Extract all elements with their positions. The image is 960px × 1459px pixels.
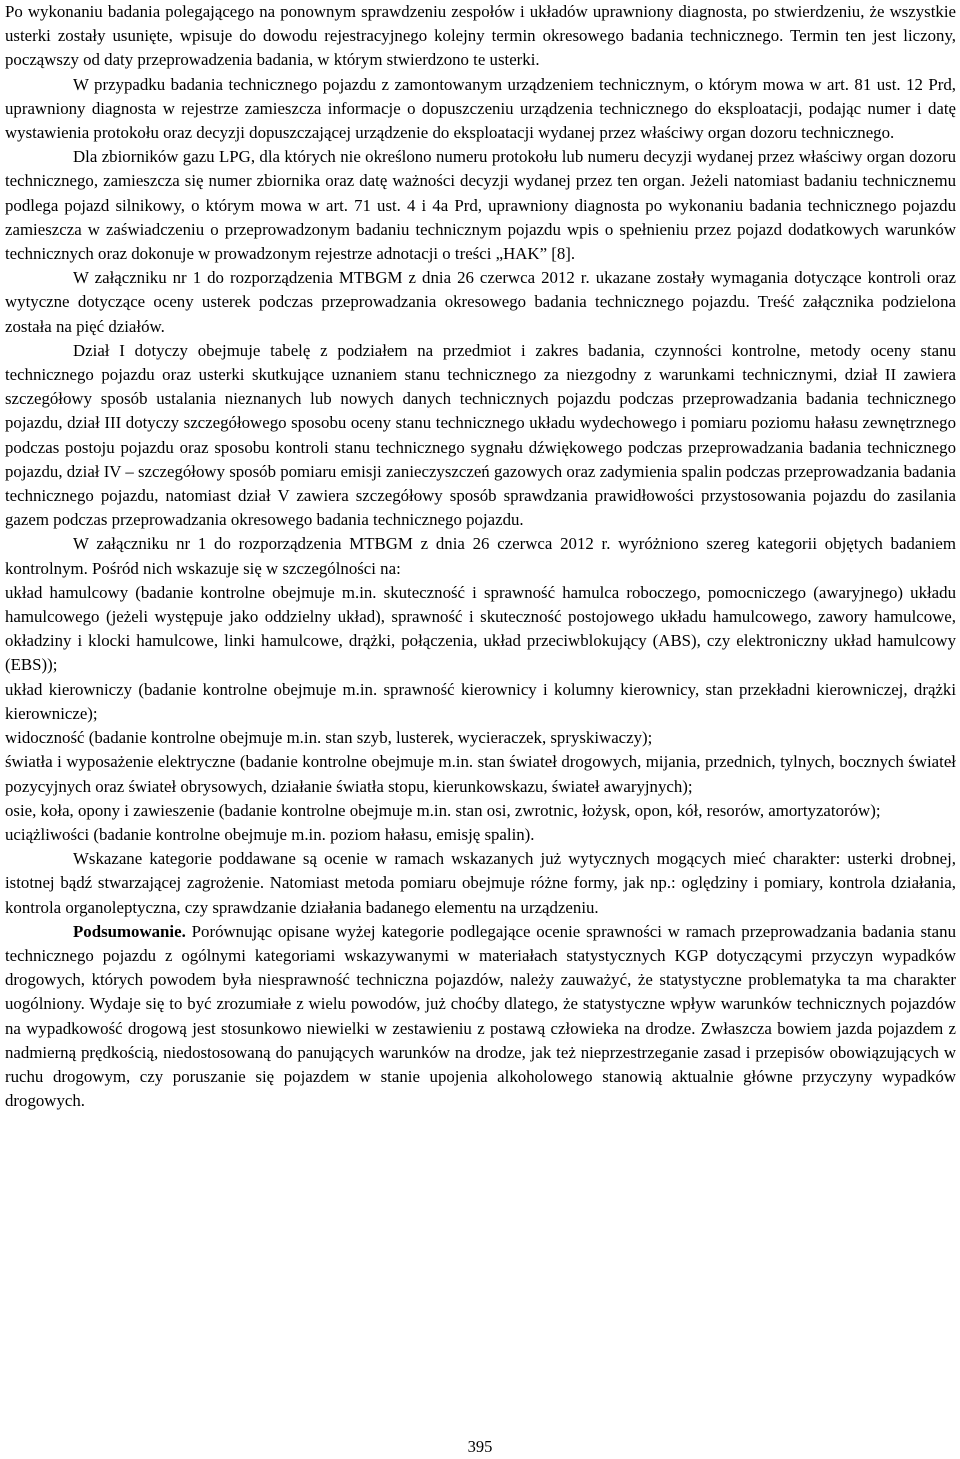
list-item-braking-system: układ hamulcowy (badanie kontrolne obejmuje m.in. skuteczność i sprawność hamulca roboczego, pomocniczego (awaryjnego) układu hamulcowego (jeżeli występuje jako oddzielny układ), sprawność i skuteczność postojowego układu hamulcowego, zawory hamulcowe, okładziny i klocki hamulcowe, linki hamulcowe, drążki, połączenia, układ przeciwblokujący (ABS), czy elektroniczny układ hamulcowy (EBS));	[5, 582, 956, 675]
paragraph-summary	[5, 920, 956, 1114]
list-item-lights-electrical: światła i wyposażenie elektryczne (badanie kontrolne obejmuje m.in. stan świateł drogowych, mijania, przednich, tylnych, bocznych świateł pozycyjnych oraz świateł obrysowych, działanie światła stopu, kierunkowskazu, świateł awaryjnych);	[5, 752, 956, 796]
list-item-axles-wheels: osie, koła, opony i zawieszenie (badanie kontrolne obejmuje m.in. stan osi, zwrotnic, łożysk, opon, kół, resorów, amortyzatorów);	[5, 800, 881, 820]
paragraph-annex-divisions: Dział I dotyczy obejmuje tabelę z podziałem na przedmiot i zakres badania, czynności kontrolne, metody oceny stanu technicznego pojazdu oraz usterki skutkujące uznaniem stanu technicznego za niezgodny z warunkami technicznymi, dział II zawiera szczegółowy sposób ustalania nieznanych lub nowych danych technicznych pojazdu podczas przeprowadzania badania technicznego pojazdu, dział III dotyczy szczegółowego sposobu oceny stanu technicznego układu wydechowego i pomiaru poziomu hałasu zewnętrznego podczas postoju pojazdu oraz sposobu kontroli stanu technicznego sygnału dźwiękowego podczas przeprowadzania badania technicznego pojazdu, dział IV – szczegółowy sposób pomiaru emisji zanieczyszczeń gazowych oraz zadymienia spalin podczas przeprowadzania badania technicznego pojazdu, natomiast dział V zawiera szczegółowy sposób sprawdzania prawidłowości przystosowania pojazdu do zasilania gazem podczas przeprowadzania okresowego badania technicznego pojazdu.	[5, 340, 956, 530]
paragraph-defect-assessment: Wskazane kategorie poddawane są ocenie w ramach wskazanych już wytycznych mogących mieć charakter: usterki drobnej, istotnej bądź stwarzającej zagrożenie. Natomiast metoda pomiaru obejmuje różne formy, jak np.: oględziny i pomiary, kontrola działania, kontrola organoleptyczna, czy sprawdzanie działania badanego elementu na urządzeniu.	[5, 849, 956, 917]
summary-heading: Podsumowanie.	[73, 921, 186, 941]
paragraph-lpg-tanks: Dla zbiorników gazu LPG, dla których nie określono numeru protokołu lub numeru decyzji wydanej przez właściwy organ dozoru technicznego, zamieszcza się numer zbiornika oraz datę ważności decyzji wydanej przez ten organ. Jeżeli natomiast badaniu technicznemu podlega pojazd silnikowy, o którym mowa w art. 71 ust. 4 i 4a Prd, uprawniony diagnosta po wykonaniu badania technicznego pojazdu zamieszcza w zaświadczeniu o przeprowadzonym badaniu technicznym pojazdu wpis o spełnieniu przez pojazd dodatkowych warunków technicznych oraz dokonuje w prowadzonym rejestrze adnotacji o treści „HAK” [8].	[5, 147, 956, 264]
paragraph-retest-procedure: Po wykonaniu badania polegającego na ponownym sprawdzeniu zespołów i układów uprawniony diagnosta, po stwierdzeniu, że wszystkie usterki zostały usunięte, wpisuje do dowodu rejestracyjnego kolejny termin okresowego badania technicznego. Termin ten jest liczony, począwszy od daty przeprowadzenia badania, w którym stwierdzono te usterki.	[5, 2, 956, 70]
paragraph-annex-requirements: W załączniku nr 1 do rozporządzenia MTBGM z dnia 26 czerwca 2012 r. ukazane zostały wymagania dotyczące kontroli oraz wytyczne dotyczące oceny usterek podczas przeprowadzania okresowego badania technicznego pojazdu. Treść załącznika podzielona została na pięć działów.	[5, 268, 956, 336]
list-item-nuisances: uciążliwości (badanie kontrolne obejmuje m.in. poziom hałasu, emisję spalin).	[5, 824, 535, 844]
list-item-visibility: widoczność (badanie kontrolne obejmuje m.in. stan szyb, lusterek, wycieraczek, spryskiwaczy);	[5, 728, 653, 748]
summary-text: Porównując opisane wyżej kategorie podlegające ocenie sprawności w ramach przeprowadzania badania stanu technicznego pojazdu z ogólnymi kategoriami wskazywanymi w materiałach statystycznych KGP dotyczącymi przyczyn wypadków drogowych, których powodem była niesprawność techniczna pojazdów, należy zauważyć, że statystyczne problematyka ta ma charakter uogólniony. Wydaje się to być zrozumiałe z wielu powodów, już choćby dlatego, że statystyczne wpływ warunków technicznych pojazdów na wypadkowość drogową jest stosunkowo niewielki w zestawieniu z postawą człowieka na drodze. Zwłaszcza bowiem jazda pojazdem z nadmierną prędkością, niedostosowaną do panujących warunków na drodze, jak też nieprzestrzeganie zasad i przepisów obowiązujących w ruchu drogowym, czy poruszanie się pojazdem w stanie upojenia alkoholowego stanowią aktualnie główne przyczyny wypadków drogowych.	[5, 921, 957, 1111]
paragraph-technical-device: W przypadku badania technicznego pojazdu z zamontowanym urządzeniem technicznym, o którym mowa w art. 81 ust. 12 Prd, uprawniony diagnosta w rejestrze zamieszcza informacje o dopuszczeniu urządzenia technicznego do eksploatacji, podając numer i datę wystawienia protokołu oraz decyzji dopuszczającej urządzenie do eksploatacji wydanej przez właściwy organ dozoru technicznego.	[5, 74, 956, 143]
page-number: 395	[467, 1437, 493, 1456]
list-item-steering-system: układ kierowniczy (badanie kontrolne obejmuje m.in. sprawność kierownicy i kolumny kierownicy, stan przekładni kierowniczej, drążki kierownicze);	[5, 679, 956, 723]
paragraph-inspection-categories: W załączniku nr 1 do rozporządzenia MTBGM z dnia 26 czerwca 2012 r. wyróżniono szereg kategorii objętych badaniem kontrolnym. Pośród nich wskazuje się w szczególności na:	[5, 534, 956, 578]
